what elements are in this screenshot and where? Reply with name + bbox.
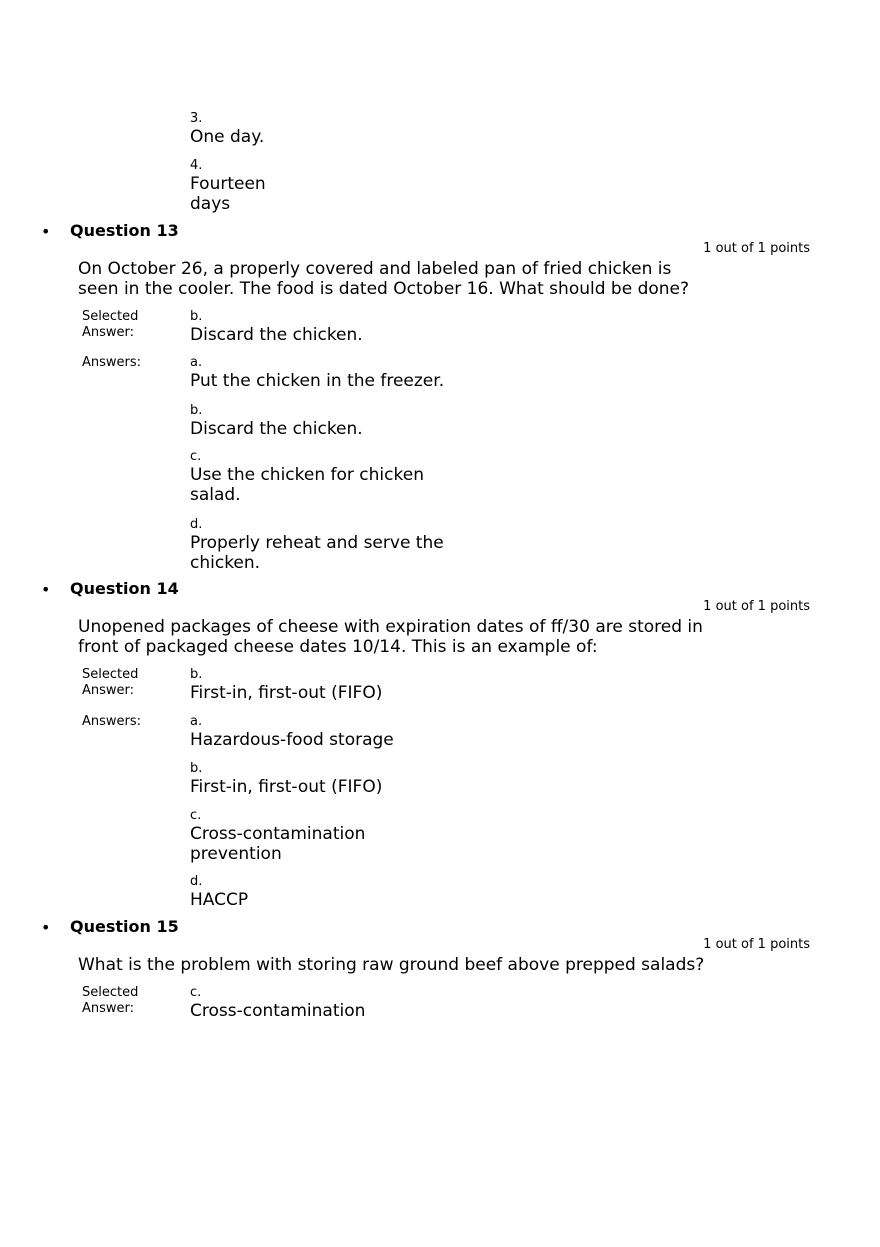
answer-text: Hazardous-food storage xyxy=(190,730,394,750)
answers-label: Answers: xyxy=(82,714,142,729)
selected-answer-text: Cross-contamination xyxy=(190,1001,366,1021)
answer-letter: 4. xyxy=(190,158,203,173)
answer-letter: d. xyxy=(190,874,203,889)
answer-text: First-in, first-out (FIFO) xyxy=(190,777,383,797)
answer-text: Cross-contamination xyxy=(190,824,366,844)
bullet-icon: • xyxy=(41,918,51,937)
selected-answer-letter: b. xyxy=(190,667,203,682)
answer-text: Put the chicken in the freezer. xyxy=(190,371,445,391)
label-line: Answer: xyxy=(82,325,135,340)
answer-text: Properly reheat and serve the xyxy=(190,533,444,553)
answer-text: Discard the chicken. xyxy=(190,419,363,439)
answer-text: Use the chicken for chicken xyxy=(190,465,424,485)
label-line: Selected xyxy=(82,985,139,1000)
question-title: Question 13 xyxy=(70,221,179,240)
selected-answer-label xyxy=(82,309,138,341)
label-line: Answer: xyxy=(82,1001,135,1016)
answer-letter: c. xyxy=(190,808,202,823)
answer-letter: c. xyxy=(190,449,202,464)
answer-text: Fourteen xyxy=(190,174,266,194)
answer-letter: b. xyxy=(190,403,203,418)
bullet-icon: • xyxy=(41,580,51,599)
question-text-line: Unopened packages of cheese with expiration dates of ff/30 are stored in xyxy=(78,617,703,637)
question-title: Question 15 xyxy=(70,917,179,936)
answer-letter: a. xyxy=(190,355,203,370)
selected-answer-letter: b. xyxy=(190,309,203,324)
selected-answer-label xyxy=(82,667,138,699)
answer-letter: b. xyxy=(190,761,203,776)
answer-letter: a. xyxy=(190,714,203,729)
label-line: Selected xyxy=(82,667,139,682)
question-text xyxy=(78,617,738,657)
answer-text: days xyxy=(190,194,231,214)
label-line: Selected xyxy=(82,309,139,324)
question-points: 1 out of 1 points xyxy=(703,241,810,256)
answer-letter: d. xyxy=(190,517,203,532)
question-text xyxy=(78,955,738,975)
question-text xyxy=(78,259,738,299)
selected-answer-text: Discard the chicken. xyxy=(190,325,363,345)
answer-text: salad. xyxy=(190,485,241,505)
question-text-line: seen in the cooler. The food is dated October 16. What should be done? xyxy=(78,279,690,299)
answer-text: chicken. xyxy=(190,553,261,573)
answer-text: HACCP xyxy=(190,890,249,910)
question-points: 1 out of 1 points xyxy=(703,937,810,952)
selected-answer-letter: c. xyxy=(190,985,202,1000)
question-text-line: front of packaged cheese dates 10/14. This is an example of: xyxy=(78,637,598,657)
question-title: Question 14 xyxy=(70,579,179,598)
question-text-line: What is the problem with storing raw ground beef above prepped salads? xyxy=(78,955,705,975)
label-line: Answer: xyxy=(82,683,135,698)
bullet-icon: • xyxy=(41,222,51,241)
answer-letter: 3. xyxy=(190,111,203,126)
question-text-line: On October 26, a properly covered and labeled pan of fried chicken is xyxy=(78,259,672,279)
answer-text: prevention xyxy=(190,844,282,864)
selected-answer-label xyxy=(82,985,138,1017)
answers-label: Answers: xyxy=(82,355,142,370)
answer-text: One day. xyxy=(190,127,265,147)
question-points: 1 out of 1 points xyxy=(703,599,810,614)
selected-answer-text: First-in, first-out (FIFO) xyxy=(190,683,383,703)
